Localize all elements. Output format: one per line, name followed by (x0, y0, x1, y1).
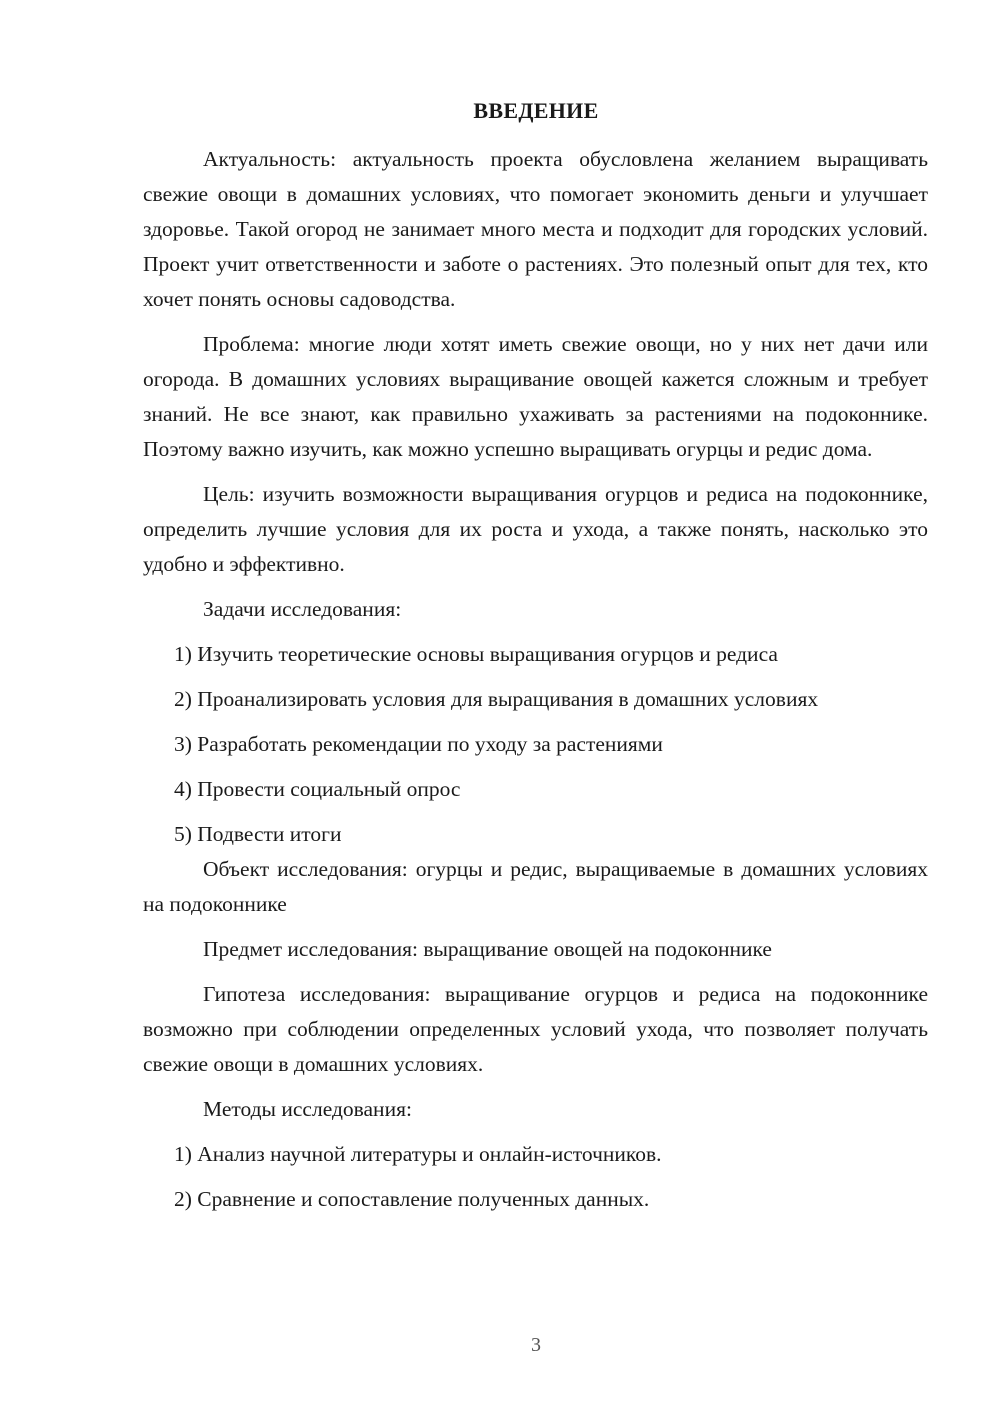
tasks-heading: Задачи исследования: (203, 597, 402, 621)
page-title: ВВЕДЕНИЕ (473, 98, 599, 123)
task-item-2: 2) Проанализировать условия для выращивания в домашних условиях (174, 687, 819, 711)
paragraph-subject: Предмет исследования: выращивание овощей на подоконнике (203, 937, 772, 961)
paragraph-object: Объект исследования: огурцы и редис, выращиваемые в домашних условиях на подоконнике (143, 857, 928, 916)
page-number: 3 (531, 1334, 541, 1356)
paragraph-goal: Цель: изучить возможности выращивания огурцов и редиса на подоконнике, определить лучшие условия для их роста и ухода, а также понять, насколько это удобно и эффективно. (143, 482, 928, 576)
method-item-2: 2) Сравнение и сопоставление полученных данных. (174, 1187, 650, 1211)
task-item-5: 5) Подвести итоги (174, 822, 342, 846)
document-body (143, 142, 928, 1217)
paragraph-relevance: Актуальность: актуальность проекта обусловлена желанием выращивать свежие овощи в домашних условиях, что помогает экономить деньги и улучшает здоровье. Такой огород не занимает много места и подходит для городских условий. Проект учит ответственности и заботе о растениях. Это полезный опыт для тех, кто хочет понять основы садоводства. (143, 147, 928, 311)
task-item-1: 1) Изучить теоретические основы выращивания огурцов и редиса (174, 642, 778, 666)
paragraph-problem: Проблема: многие люди хотят иметь свежие овощи, но у них нет дачи или огорода. В домашних условиях выращивание овощей кажется сложным и требует знаний. Не все знают, как правильно ухаживать за растениями на подоконнике. Поэтому важно изучить, как можно успешно выращивать огурцы и редис дома. (143, 332, 928, 461)
methods-heading: Методы исследования: (203, 1097, 412, 1121)
task-item-4: 4) Провести социальный опрос (174, 777, 461, 801)
paragraph-hypothesis: Гипотеза исследования: выращивание огурцов и редиса на подоконнике возможно при соблюдении определенных условий ухода, что позволяет получать свежие овощи в домашних условиях. (143, 982, 928, 1076)
method-item-1: 1) Анализ научной литературы и онлайн-источников. (174, 1142, 662, 1166)
task-item-3: 3) Разработать рекомендации по уходу за растениями (174, 732, 663, 756)
